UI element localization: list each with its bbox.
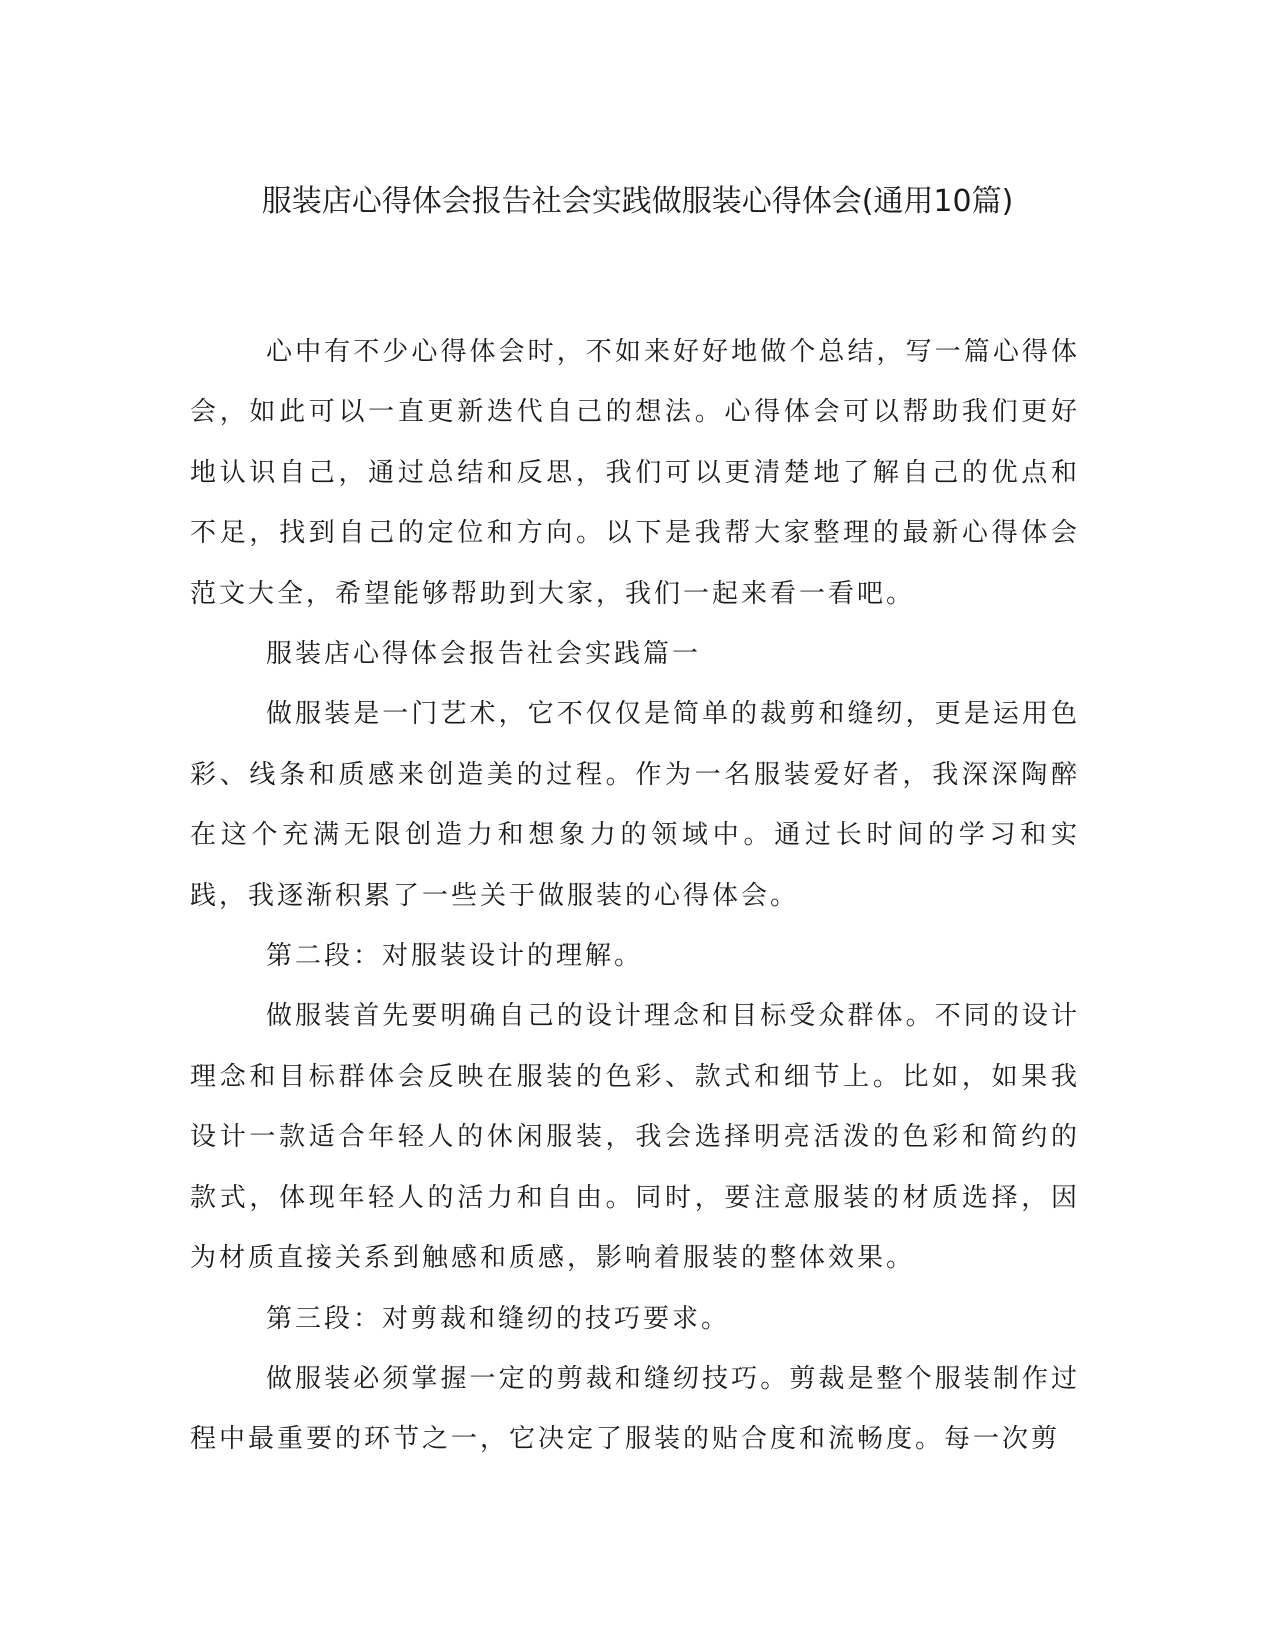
body-paragraph: 做服装首先要明确自己的设计理念和目标受众群体。不同的设计理念和目标群体会反映在服装的色彩、款式和细节上。比如，如果我设计一款适合年轻人的休闲服装，我会选择明亮活泼的色彩和简约的款式，体现年轻人的活力和自由。同时，要注意服装的材质选择，因为材质直接关系到触感和质感，影响着服装的整体效果。 bbox=[190, 1001, 1080, 1274]
intro-paragraph: 心中有不少心得体会时，不如来好好地做个总结，写一篇心得体会，如此可以一直更新迭代自己的想法。心得体会可以帮助我们更好地认识自己，通过总结和反思，我们可以更清楚地了解自己的优点和不足，找到自己的定位和方向。以下是我帮大家整理的最新心得体会范文大全，希望能够帮助到大家，我们一起来看一看吧。 bbox=[190, 337, 1080, 609]
section-heading-third: 第三段：对剪裁和缝纫的技巧要求。 bbox=[266, 1303, 731, 1334]
section-heading-second: 第二段：对服装设计的理解。 bbox=[266, 941, 644, 972]
section-heading-part-one: 服装店心得体会报告社会实践篇一 bbox=[266, 639, 702, 670]
document-body bbox=[190, 322, 1080, 1470]
document-title: 服装店心得体会报告社会实践做服装心得体会(通用10篇) bbox=[261, 184, 1014, 219]
body-paragraph: 做服装必须掌握一定的剪裁和缝纫技巧。剪裁是整个服装制作过程中最重要的环节之一，它决定了服装的贴合度和流畅度。每一次剪 bbox=[190, 1363, 1080, 1455]
body-paragraph: 做服装是一门艺术，它不仅仅是简单的裁剪和缝纫，更是运用色彩、线条和质感来创造美的过程。作为一名服装爱好者，我深深陶醉在这个充满无限创造力和想象力的领域中。通过长时间的学习和实践，我逐渐积累了一些关于做服装的心得体会。 bbox=[190, 699, 1080, 911]
